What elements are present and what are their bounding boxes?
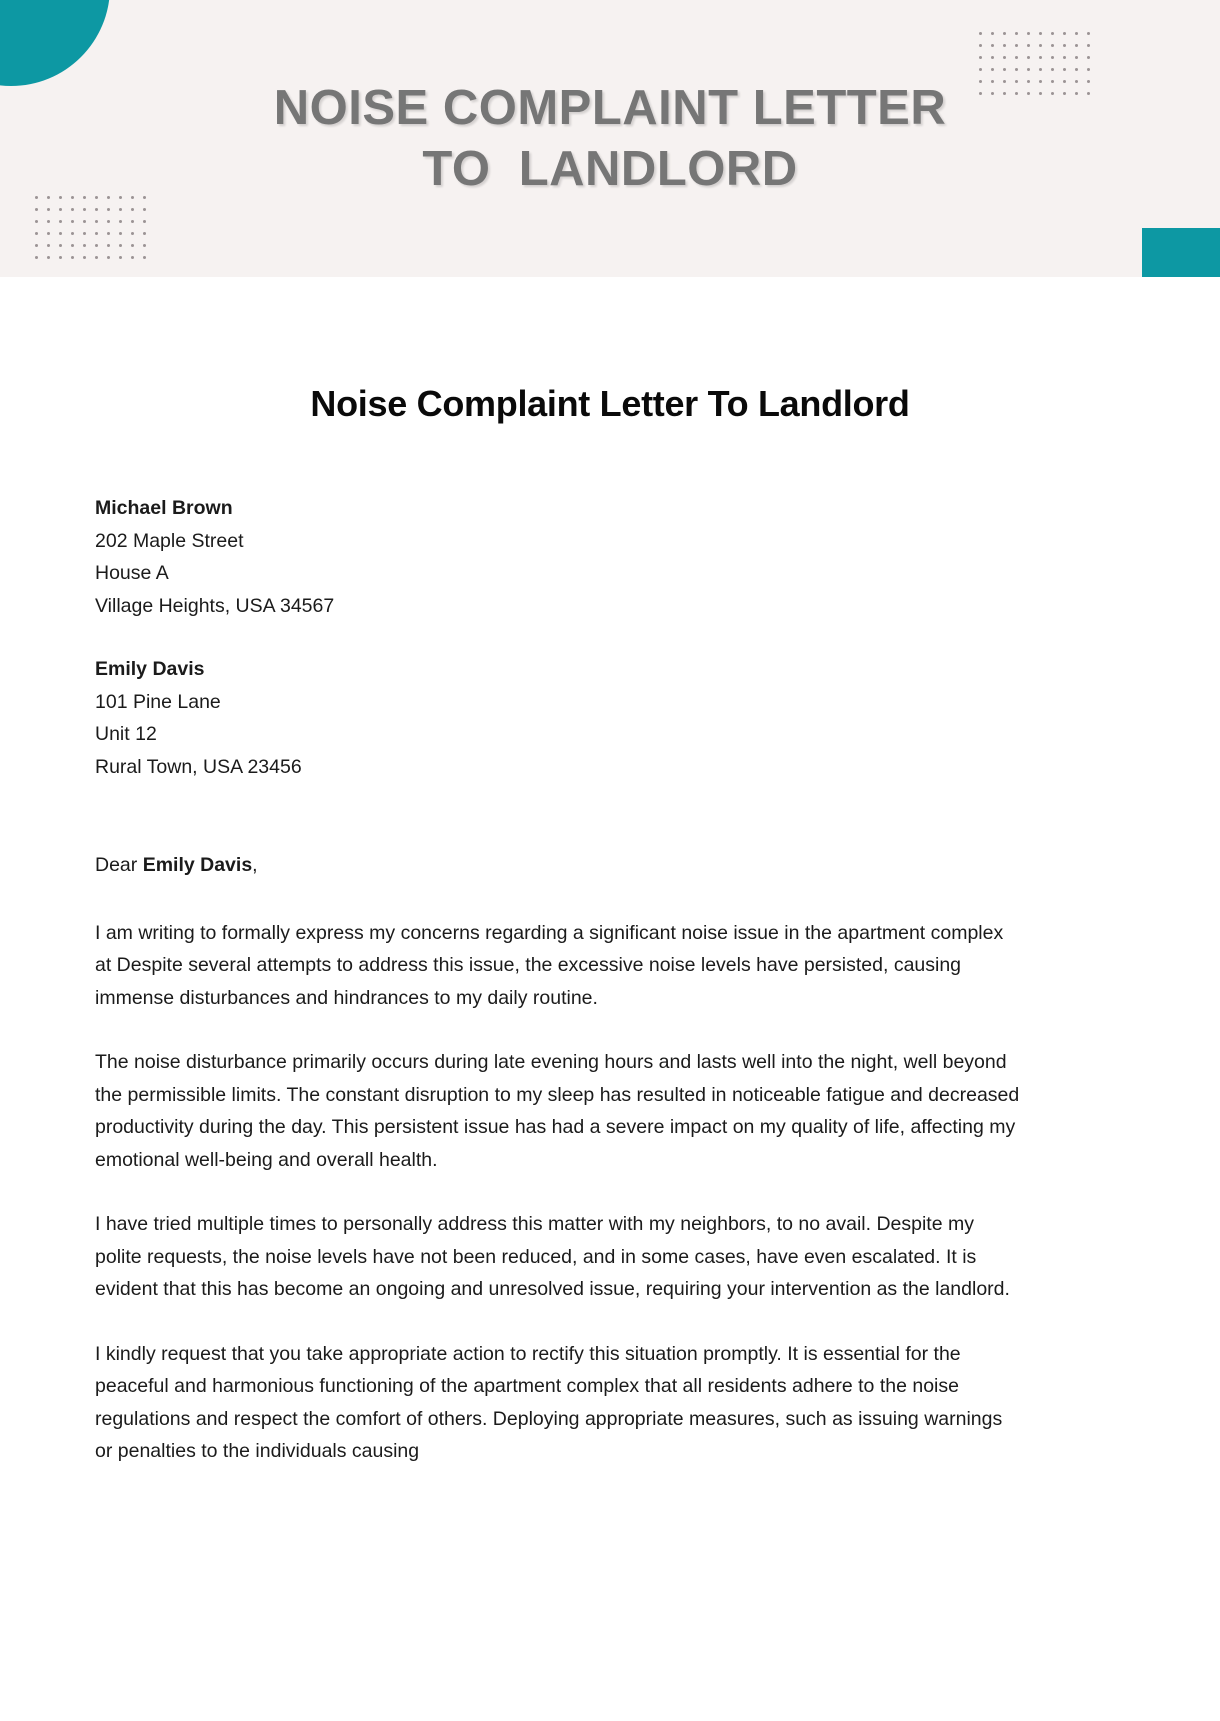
sender-address-line-3: Village Heights, USA 34567 (95, 594, 335, 617)
recipient-address-line-1: 101 Pine Lane (95, 690, 221, 713)
body-paragraph: I have tried multiple times to personally address this matter with my neighbors, to no avail. Despite my polite requests, the noise levels have not been reduced, and in some cases, have even escalated. It is evident that this has become an ongoing and unresolved issue, requiring your intervention as the landlord. (95, 1213, 1010, 1300)
body-paragraph: The noise disturbance primarily occurs during late evening hours and lasts well into the night, well beyond the permissible limits. The constant disruption to my sleep has resulted in noticeable fatigue and decreased productivity during the day. This persistent issue has had a severe impact on my quality of life, affecting my emotional well-being and overall health. (95, 1051, 1020, 1171)
body-paragraph: I kindly request that you take appropriate action to rectify this situation promptly. It is essential for the peaceful and harmonious functioning of the apartment complex that all residents adhere to the noise regulations and respect the comfort of others. Deploying appropriate measures, such as issuing warnings or penalties to the individuals causing (95, 1342, 1003, 1462)
recipient-address-line-3: Rural Town, USA 23456 (95, 755, 302, 778)
salutation-recipient-name: Emily Davis (142, 854, 253, 876)
recipient-address-block (95, 653, 1125, 783)
document-header-banner (0, 0, 1220, 277)
sender-address-line-2: House A (95, 562, 169, 584)
document-title: Noise Complaint Letter To Landlord (310, 383, 910, 424)
teal-rectangle-decoration (1142, 228, 1220, 277)
letter-sheet (0, 277, 1220, 1468)
dot-grid-bottom-left-decoration (35, 196, 146, 259)
sender-address-block (95, 492, 1125, 622)
salutation-suffix: , (252, 854, 258, 876)
recipient-address-line-2: Unit 12 (95, 723, 157, 745)
teal-quarter-circle-decoration (0, 0, 110, 86)
body-paragraph: I am writing to formally express my concerns regarding a significant noise issue in the apartment complex at Despite several attempts to address this issue, the excessive noise levels have persisted, causing immense disturbances and hindrances to my daily routine. (95, 921, 1004, 1009)
banner-title-line-2: TO LANDLORD (422, 142, 798, 197)
salutation-prefix: Dear (95, 854, 143, 876)
sender-address-line-1: 202 Maple Street (95, 529, 244, 552)
sender-name: Michael Brown (95, 497, 233, 519)
recipient-name: Emily Davis (95, 658, 205, 680)
salutation (95, 849, 1125, 882)
banner-title-line-1: NOISE COMPLAINT LETTER (273, 81, 947, 135)
banner-title (0, 78, 1220, 201)
